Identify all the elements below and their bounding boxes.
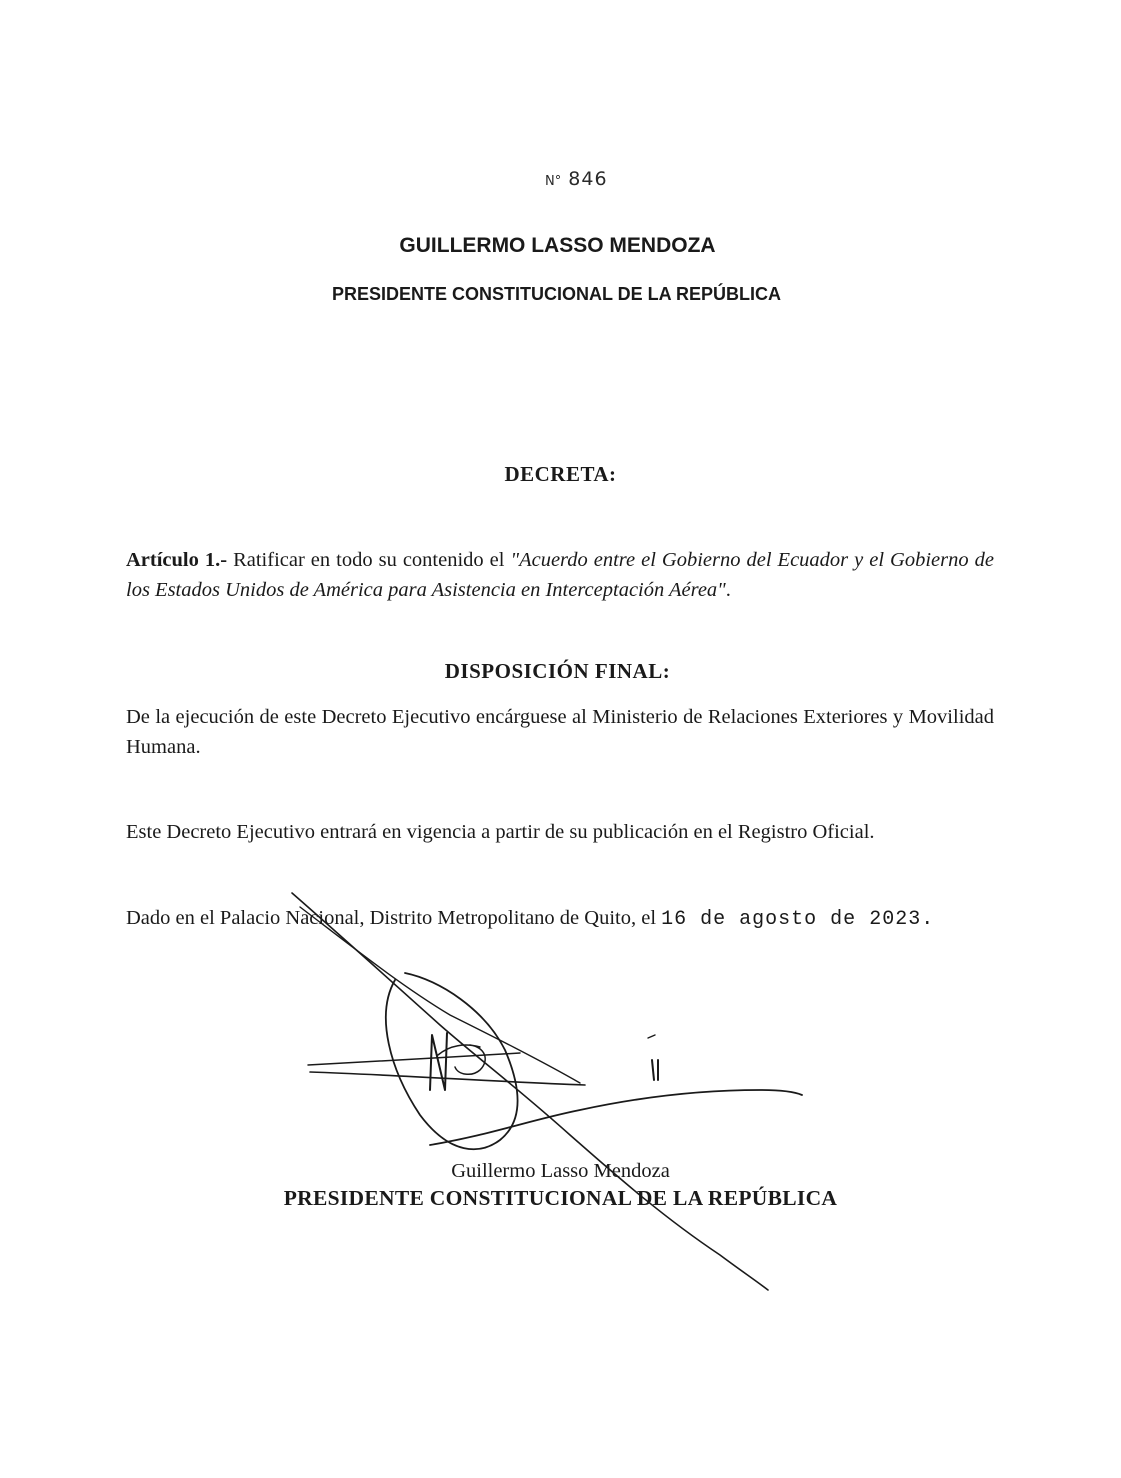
signer-name: Guillermo Lasso Mendoza — [451, 1160, 670, 1182]
vigencia-paragraph: Este Decreto Ejecutivo entrará en vigencia a partir de su publicación en el Registro Oficial. — [126, 821, 875, 843]
dado-en-text: Dado en el Palacio Nacional, Distrito Metropolitano de Quito, el — [126, 907, 662, 929]
president-name-heading: GUILLERMO LASSO MENDOZA — [399, 234, 716, 257]
decree-number-prefix: N° — [545, 174, 562, 189]
handwritten-signature — [280, 885, 820, 1325]
article-text-after: . — [725, 579, 731, 601]
article-text-before: Ratificar en todo su contenido el — [227, 549, 511, 571]
signer-title: PRESIDENTE CONSTITUCIONAL DE LA REPÚBLICA — [283, 1186, 838, 1210]
agreement-title: "Acuerdo entre el Gobierno del Ecuador y el Gobierno de los Estados Unidos de América para Asistencia en Interceptación Aérea" — [126, 549, 994, 601]
decree-number — [545, 168, 608, 190]
decreta-heading: DECRETA: — [504, 462, 617, 486]
decree-date: 16 de agosto de 2023. — [661, 908, 935, 931]
article-label: Artículo 1.- — [126, 549, 228, 571]
article-1-paragraph — [126, 545, 994, 605]
disposicion-final-heading: DISPOSICIÓN FINAL: — [444, 659, 671, 683]
president-title-heading: PRESIDENTE CONSTITUCIONAL DE LA REPÚBLICA — [331, 284, 782, 304]
decree-number-value: 846 — [568, 168, 608, 190]
disposicion-final-paragraph: De la ejecución de este Decreto Ejecutivo encárguese al Ministerio de Relaciones Exteriores y Movilidad Humana. — [126, 706, 994, 758]
